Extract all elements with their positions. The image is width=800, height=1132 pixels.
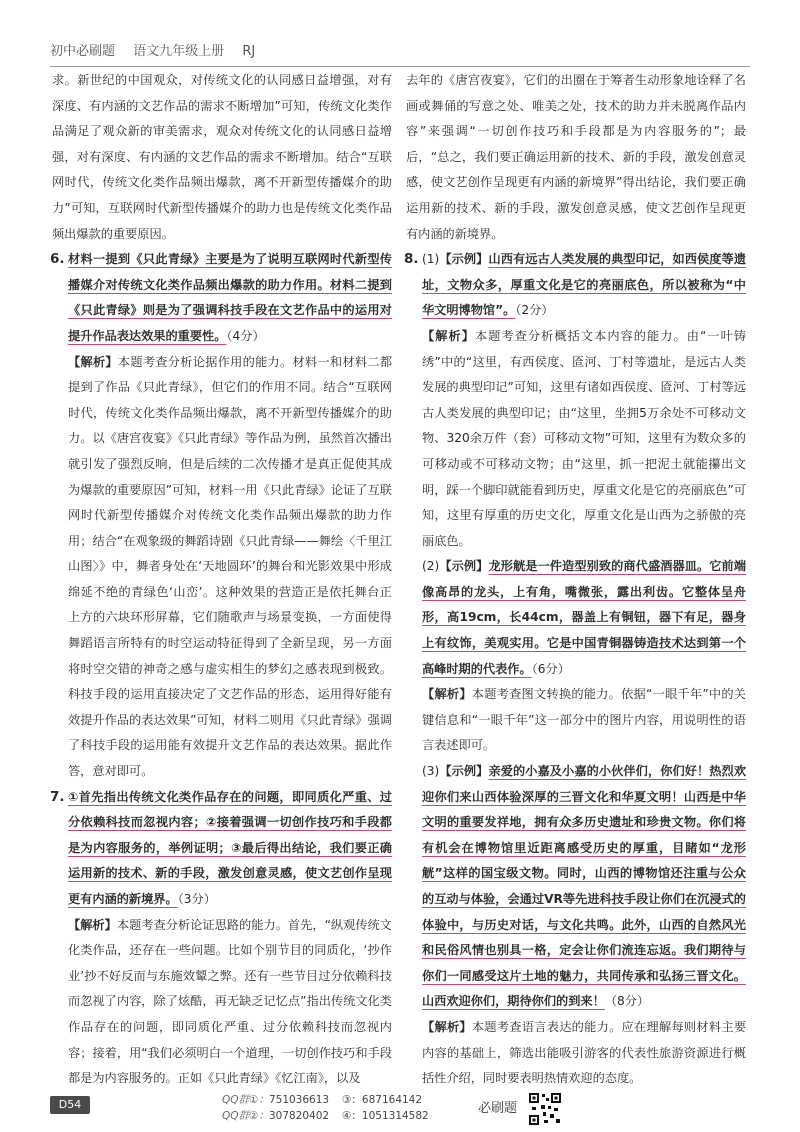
continued-analysis: 去年的《唐宫夜宴》，它们的出圈在于筹者生动形象地诠释了名画或舞俑的写意之处、唯美之处，技术的助力并未脱离作品内容”来强调“一切创作技巧和手段都是为内容服务的”；最后，“总之，我们要正确运用新的技术、新的手段，激发创意灵感，使文艺创作呈现更有内涵的新境界”得出结论，我们要正确运用新的技术、新的手段，激发创意灵感，使文艺创作呈现更有内涵的新境界。 (406, 73, 746, 241)
example-tag: 【示例】 (439, 252, 489, 267)
score: （4分） (226, 328, 265, 343)
analysis-tag: 【解析】 (422, 1019, 472, 1034)
page-number: D54 (50, 1096, 90, 1114)
qq1-number: 751036613 (268, 1094, 330, 1106)
qq4-label: ④： (342, 1110, 362, 1122)
answer-text: 亲爱的小嘉及小嘉的小伙伴们，你们好！热烈欢迎你们来山西体验深厚的三晋文化和华夏文明！山西是中华文明的重要发祥地，拥有众多历史遗址和珍贵文物。你们将有机会在博物馆里近距离感受历史的厚重，目睹如“龙形觥”这样的国宝级文物。同时，山西的博物馆还注重与公众的互动与体验，会通过VR等先进科技手段让你们在沉浸式的体验中，与历史对话，与文化共鸣。此外，山西的自然风光和民俗风情也别具一格，定会让你们流连忘返。我们期待与你们一同感受这片土地的魅力，共同传承和弘扬三晋文化。山西欢迎你们，期待你们的到来！ (422, 764, 747, 1009)
continued-analysis: 求。新世纪的中国观众，对传统文化的认同感日益增强，对有深度、有内涵的文艺作品的需求不断增加”可知，传统文化类作品满足了观众新的审美需求，观众对传统文化的认同感日益增强，对有深度、有内涵的文艺作品的需求不断增加。结合“互联网时代，传统文化类作品频出爆款，离不开新型传播媒介的助力”可知，互联网时代新型传播媒介的助力也是传统文化类作品频出爆款的重要原因。 (52, 73, 392, 241)
analysis-text: 本题考查语言表达的能力。应在理解每则材料主要内容的基础上，筛选出能吸引游客的代表性旅游资源进行概括性介绍，同时要表明热情欢迎的态度。 (422, 1019, 747, 1086)
question-number: 8. (404, 251, 419, 268)
score: （6分） (531, 661, 570, 676)
question-number: 7. (50, 788, 65, 805)
qq4-number: 1051314582 (361, 1110, 429, 1122)
question-7 (52, 785, 392, 1092)
example-tag: 【示例】 (439, 764, 489, 779)
analysis-text: 本题考查分析概括文本内容的能力。由“一叶铸绣”中的“这里，有西侯度、匼河、丁村等遗址，是远古人类发展的典型印记”可知，这里有诸如西侯度、匼河、丁村等远古人类发展的典型印记；由“这里，坐拥5万余处不可移动文物、320余万件（套）可移动文物”可知，这里有为数众多的可移动或不可移动文物；由“这里，抓一把泥土就能攥出文明，踩一个脚印就能看到历史，厚重文化是它的亮丽底色”可知，这里有厚重的历史文化，厚重文化是山西为之骄傲的亮丽底色。 (422, 328, 746, 548)
qq1-label: QQ群①： (222, 1094, 269, 1106)
page-header (50, 40, 750, 67)
part-label: (3) (422, 764, 440, 779)
part-2-answer (422, 554, 746, 682)
qq2-number: 307820402 (268, 1110, 330, 1122)
answer-text: 材料一提到《只此青绿》主要是为了说明互联网时代新型传播媒介对传统文化类作品频出爆款的助力作用。材料二提到《只此青绿》则是为了强调科技手段在文艺作品中的运用对提升作品表达效果的重要性。 (68, 252, 392, 343)
analysis-text: 本题考查分析论据作用的能力。材料一和材料二都提到了作品《只此青绿》，但它们的作用不同。结合“互联网时代，传统文化类作品频出爆款，离不开新型传播媒介的助力。以《唐宫夜宴》《只此青绿》等作品为例，虽然首次播出就引发了强烈反响，但是后续的二次传播才是真正促使其成为爆款的重要原因”可知，材料一用《只此青绿》论证了互联网时代新型传播媒介对传统文化类作品频出爆款的助力作用；结合“在观象级的舞蹈诗剧《只此青绿——舞绘〈千里江山图〉》中，舞者身处在‘天地圆环’的舞台和光影效果中形成绵延不绝的青绿色‘山峦’。这种效果的营造正是依托舞台正上方的六块环形屏幕，它们随歌声与场景变换，一方面使得舞蹈语言所特有的时空运动特征得到了全新呈现，另一方面将时空交错的神奇之感与虚实相生的梦幻之感表现到极致。科技手段的运用直接决定了文艺作品的形态，运用得好能有效提升作品的表达效果”可知，材料二则用《只此青绿》强调了科技手段的运用能有效提升文艺作品的表达效果。据此作答，意对即可。 (68, 354, 393, 779)
part-1-analysis (422, 324, 746, 554)
answer-text: 山西有远古人类发展的典型印记，如西侯度等遗址，文物众多，厚重文化是它的亮丽底色，所以被称为“中华文明博物馆”。 (422, 252, 747, 318)
qq-group-left (222, 1092, 329, 1124)
qq3-label: ③： (342, 1094, 362, 1106)
score: （2分） (515, 303, 554, 318)
analysis-tag: 【解析】 (68, 354, 118, 369)
subject-title: 语文九年级上册 (133, 44, 225, 59)
part-3-answer (422, 759, 746, 1015)
qr-code-icon (528, 1092, 562, 1126)
left-column (52, 68, 392, 1092)
part-3-analysis (422, 1015, 746, 1092)
question-number: 6. (50, 251, 65, 268)
part-2-analysis (422, 682, 746, 759)
analysis-tag: 【解析】 (422, 328, 475, 343)
analysis-text: 本题考查图文转换的能力。依据“一眼千年”中的关键信息和“一眼千年”这一部分中的图片内容，用说明性的语言表述即可。 (422, 687, 746, 753)
series-title: 初中必刷题 (50, 44, 116, 59)
part-label: (1) (422, 252, 440, 267)
qq3-number: 687164142 (361, 1094, 423, 1106)
question-8 (406, 247, 746, 1092)
question-6 (52, 247, 392, 784)
right-column (406, 68, 746, 1092)
part-1-answer (422, 247, 746, 324)
answer-text: 龙形觥是一件造型别致的商代盛酒器皿。它前端像高昂的龙头，上有角，嘴微张，露出利齿。它整体呈舟形，高19cm，长44cm，器盖上有铜钮，器下有足，器身上有纹饰，美观实用。它是中国青铜器铸造技术达到第一个高峰时期的代表作。 (422, 559, 747, 676)
analysis-tag: 【解析】 (422, 687, 472, 702)
qq2-label: QQ群②： (222, 1110, 269, 1122)
brand-logo: 必刷题 (478, 1101, 518, 1116)
example-tag: 【示例】 (439, 559, 489, 574)
analysis-tag: 【解析】 (68, 917, 117, 932)
score: （8分） (604, 994, 650, 1009)
analysis-text: 本题考查分析论证思路的能力。首先，“纵观传统文化类作品，还存在一些问题。比如个别节目的同质化，‘抄作业’抄不好反而与东施效颦之弊。还有一些节目过分依赖科技而忽视了内容，除了炫酷，再无缺乏记忆点”指出传统文化类作品存在的问题，即同质化严重、过分依赖科技而忽视内容；接着，用“我们必须明白一个道理，一切创作技巧和手段都是为内容服务的。正如《只此青绿》《忆江南》，以及 (68, 917, 392, 1086)
part-label: (2) (422, 559, 440, 574)
score: （3分） (177, 892, 216, 906)
answer-text: ①首先指出传统文化类作品存在的问题，即同质化严重、过分依赖科技而忽视内容；②接着强调一切创作技巧和手段都是为内容服务的，举例证明；③最后得出结论，我们要正确运用新的技术、新的手段，激发创意灵感，使文艺创作呈现更有内涵的新境界。 (68, 789, 392, 906)
edition-label: RJ (242, 44, 256, 59)
qq-group-right (342, 1092, 429, 1124)
